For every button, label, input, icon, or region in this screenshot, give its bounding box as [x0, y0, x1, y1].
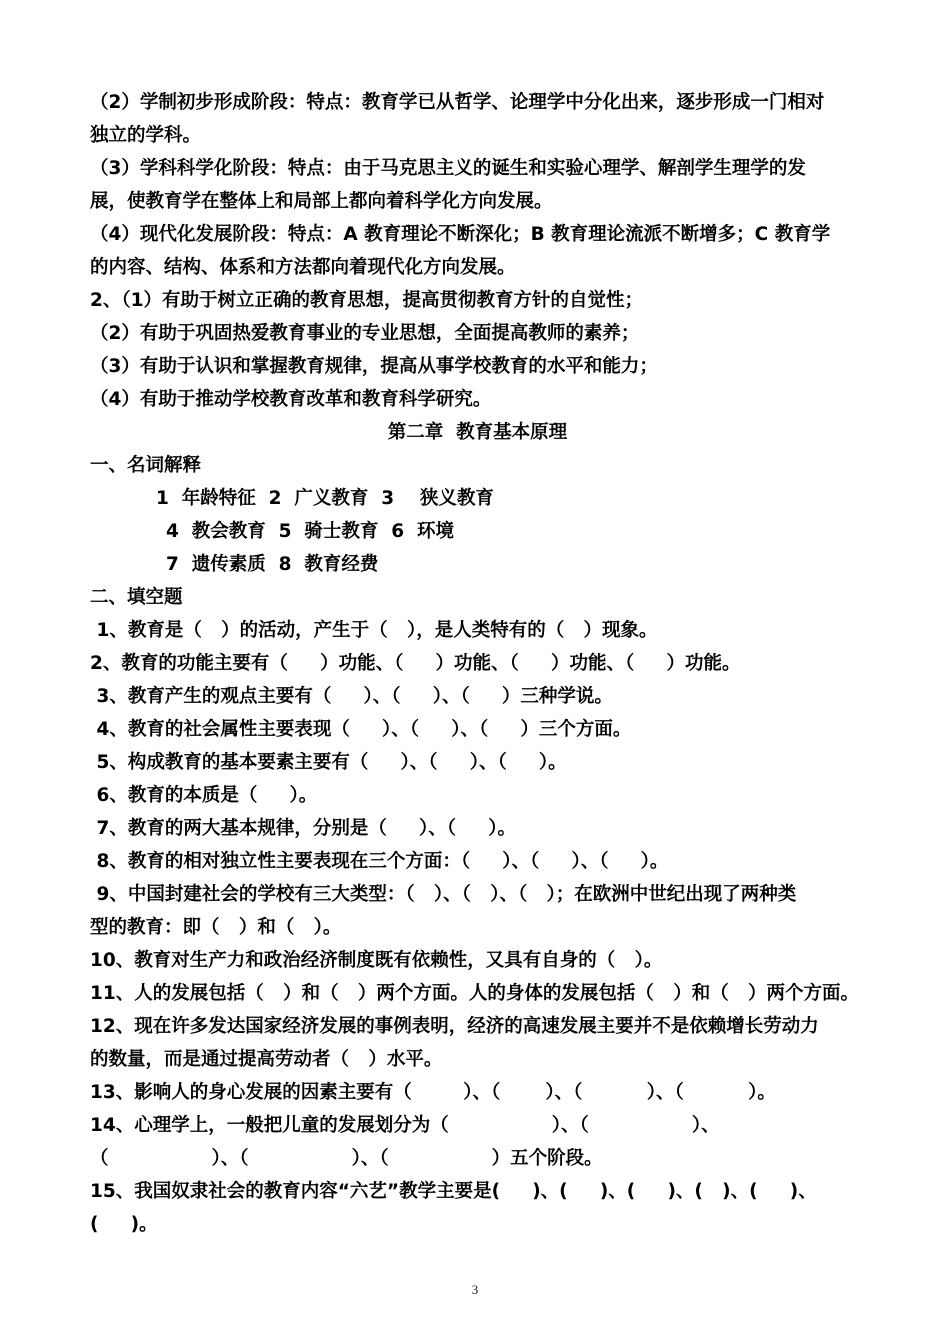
- chapter1-line: 独立的学科。: [90, 125, 202, 146]
- term-list-line: 4 教会教育 5 骑士教育 6 环境: [166, 521, 455, 542]
- chapter1-line: 的内容、结构、体系和方法都向着现代化方向发展。: [90, 257, 516, 278]
- term-list-line: 7 遗传素质 8 教育经费: [166, 554, 379, 575]
- question-line: 14、心理学上，一般把儿童的发展划分为（ ）、（ ）、: [90, 1115, 720, 1136]
- question-line: （ ）、（ ）、（ ）五个阶段。: [90, 1148, 603, 1169]
- chapter-title: 第二章 教育基本原理: [387, 422, 568, 443]
- question-line: 8、教育的相对独立性主要表现在三个方面：（ ）、（ ）、（ ）。: [90, 851, 669, 872]
- question-line: 的数量，而是通过提高劳动者（ ）水平。: [90, 1049, 443, 1070]
- question-line: 5、构成教育的基本要素主要有（ ）、（ ）、（ ）。: [90, 752, 567, 773]
- question-line: 15、我国奴隶社会的教育内容“六艺”教学主要是( )、( )、( )、( )、( )、: [90, 1181, 817, 1202]
- question-line: 2、教育的功能主要有（ ）功能、（ ）功能、（ ）功能、（ ）功能。: [90, 653, 741, 674]
- question-line: 7、教育的两大基本规律，分别是（ ）、（ ）。: [90, 818, 516, 839]
- question-line: 1、教育是（ ）的活动，产生于（ ），是人类特有的（ ）现象。: [90, 620, 658, 641]
- page-content: [90, 86, 865, 1241]
- term-list-line: 1 年龄特征 2 广义教育 3 狭义教育: [156, 488, 494, 509]
- question-line: ( )。: [90, 1214, 158, 1235]
- question-line: 4、教育的社会属性主要表现（ ）、（ ）、（ ）三个方面。: [90, 719, 632, 740]
- question-line: 13、影响人的身心发展的因素主要有（ ）、（ ）、（ ）、（ ）。: [90, 1082, 776, 1103]
- section-heading: 二、填空题: [90, 587, 183, 608]
- question-line: 型的教育：即（ ）和（ ）。: [90, 917, 342, 938]
- question-line: 10、教育对生产力和政治经济制度既有依赖性，又具有自身的（ ）。: [90, 950, 663, 971]
- question-line: 12、现在许多发达国家经济发展的事例表明，经济的高速发展主要并不是依赖增长劳动力: [90, 1016, 819, 1037]
- chapter1-line: 2、（1）有助于树立正确的教育思想，提高贯彻教育方针的自觉性；: [90, 290, 643, 311]
- question-line: 9、中国封建社会的学校有三大类型：（ ）、（ ）、（ ）；在欧洲中世纪出现了两种类: [90, 884, 797, 905]
- chapter1-line: （2）有助于巩固热爱教育事业的专业思想，全面提高教师的素养；: [90, 323, 640, 344]
- chapter1-line: （4）现代化发展阶段：特点：A 教育理论不断深化；B 教育理论流派不断增多；C 教育学: [90, 224, 831, 245]
- chapter1-line: （3）学科科学化阶段：特点：由于马克思主义的诞生和实验心理学、解剖学生理学的发: [90, 158, 806, 179]
- question-line: 11、人的发展包括（ ）和（ ）两个方面。人的身体的发展包括（ ）和（ ）两个方面。: [90, 983, 860, 1004]
- question-line: 3、教育产生的观点主要有（ ）、（ ）、（ ）三种学说。: [90, 686, 613, 707]
- section-heading: 一、名词解释: [90, 455, 202, 476]
- chapter1-line: （3）有助于认识和掌握教育规律，提高从事学校教育的水平和能力；: [90, 356, 658, 377]
- question-line: 6、教育的本质是（ ）。: [90, 785, 318, 806]
- chapter1-line: 展，使教育学在整体上和局部上都向着科学化方向发展。: [90, 191, 553, 212]
- chapter1-line: （2）学制初步形成阶段：特点：教育学已从哲学、论理学中分化出来，逐步形成一门相对: [90, 92, 825, 113]
- page-number: 3: [471, 1282, 479, 1297]
- chapter1-line: （4）有助于推动学校教育改革和教育科学研究。: [90, 389, 492, 410]
